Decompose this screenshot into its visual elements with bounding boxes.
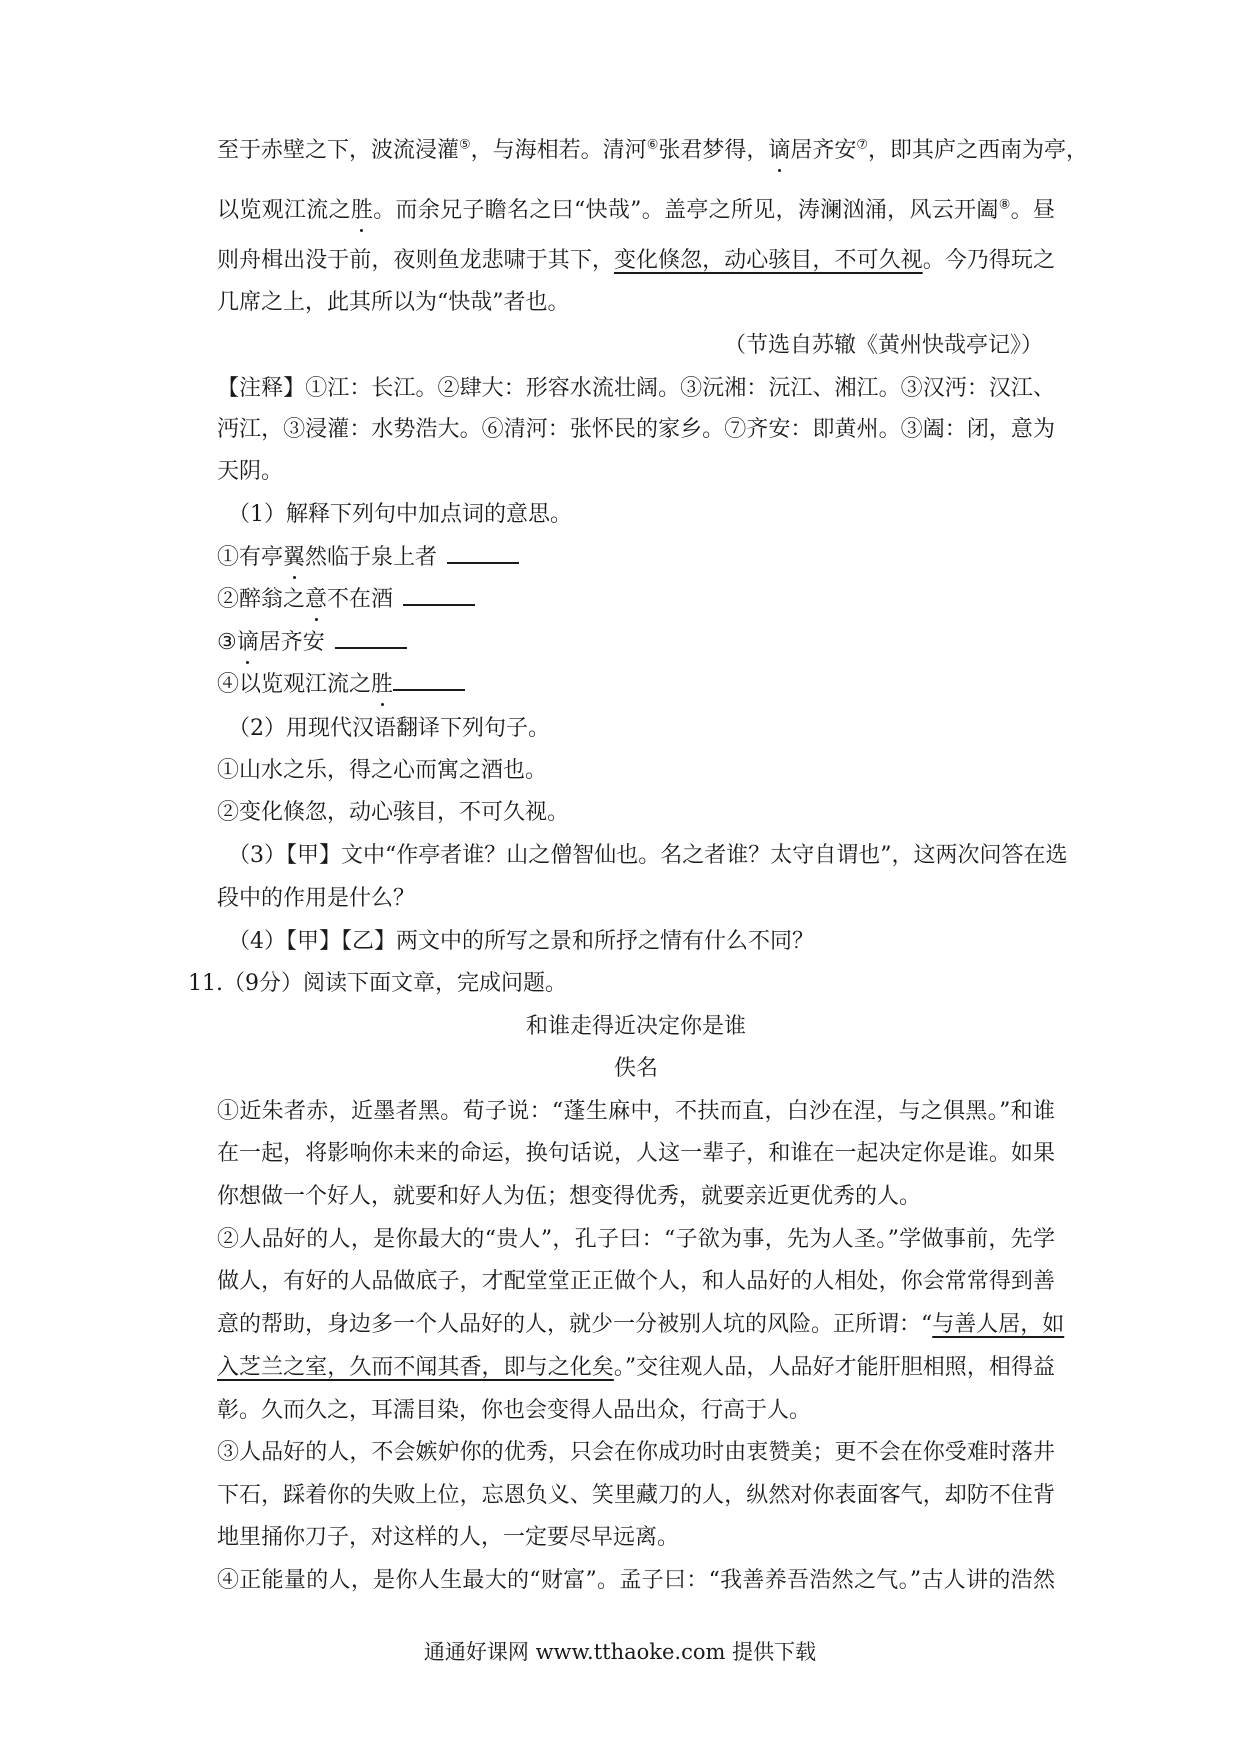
question-sub-1: （1）解释下列句中加点词的意思。	[228, 502, 572, 527]
paragraph-2-line: 做人，有好的人品做底子，才配堂堂正正做个人，和人品好的人相处，你会常常得到善	[217, 1269, 1055, 1294]
paragraph-2-line	[217, 1310, 1065, 1340]
text: 。昼	[1010, 198, 1055, 223]
paragraph-2-line: 彰。久而久之，耳濡目染，你也会变得人品出众，行高于人。	[217, 1398, 812, 1423]
translate-item-2: ②变化倏忽，动心骇目，不可久视。	[217, 800, 570, 825]
dotted-word: 胜	[371, 670, 393, 700]
text: 至于赤壁之下，波流浸灌	[217, 138, 460, 163]
paragraph-1-line: 在一起，将影响你未来的命运，换句话说，人这一辈子，和谁在一起决定你是谁。如果	[217, 1141, 1055, 1166]
paragraph-2-line	[217, 1353, 1055, 1383]
vocab-item-3	[217, 628, 1055, 658]
text: ，与海相若。清河	[470, 138, 647, 163]
question-sub-2: （2）用现代汉语翻译下列句子。	[228, 716, 550, 741]
text: 以览观江流之	[217, 198, 351, 223]
passage-line: 几席之上，此其所以为“快哉”者也。	[217, 290, 570, 315]
text: 意的帮助，身边多一个人品好的人，就少一分被别人坑的风险。正所谓：“	[217, 1312, 933, 1337]
underlined-sentence: 入芝兰之室，久而不闻其香，即与之化矣	[217, 1355, 614, 1380]
article-author: 佚名	[613, 1056, 658, 1081]
notes-line: 沔江，③浸灌：水势浩大。⑥清河：张怀民的家乡。⑦齐安：即黄州。③阖：闭，意为	[217, 417, 1055, 442]
footnote-mark: ⑤	[459, 137, 471, 153]
article-title: 和谁走得近决定你是谁	[525, 1014, 746, 1039]
underlined-sentence: 与善人居，如	[932, 1312, 1065, 1337]
vocab-item-4	[217, 670, 1055, 700]
footnote-mark: ⑥	[646, 137, 659, 153]
answer-blank[interactable]	[403, 586, 475, 606]
answer-blank[interactable]	[335, 629, 407, 649]
paragraph-2-line: ②人品好的人，是你最大的“贵人”，孔子曰：“子欲为事，先为人圣。”学做事前，先学	[217, 1227, 1055, 1252]
dotted-word: 谪	[768, 136, 790, 166]
text: ①有亭	[217, 545, 284, 570]
vocab-item-2	[217, 585, 1055, 615]
vocab-item-1	[217, 543, 1055, 573]
passage-source: （节选自苏辙《黄州快哉亭记》）	[723, 333, 1043, 358]
translate-item-1: ①山水之乐，得之心而寓之酒也。	[217, 758, 548, 783]
question-sub-3-cont: 段中的作用是什么？	[217, 886, 416, 911]
dotted-word: 胜	[351, 196, 373, 226]
text: ④以览观江流之	[217, 672, 372, 697]
notes-line: 天阴。	[217, 459, 284, 484]
question-sub-4: （4）【甲】【乙】两文中的所写之景和所抒之情有什么不同？	[228, 929, 814, 954]
dotted-word: 翼	[283, 543, 305, 573]
text: 然临于泉上者	[305, 545, 438, 570]
paragraph-1-line: ①近朱者赤，近墨者黑。荀子说：“蓬生麻中，不扶而直，白沙在涅，与之俱黑。”和谁	[217, 1099, 1055, 1124]
paragraph-4-line: ④正能量的人，是你人生最大的“财富”。孟子曰：“我善养吾浩然之气。”古人讲的浩然	[217, 1568, 1055, 1593]
text: 。”交往观人品，人品好才能肝胆相照，相得益	[613, 1355, 1055, 1380]
question-11-header: 11.（9分）阅读下面文章，完成问题。	[188, 971, 567, 996]
text: 则舟楫出没于前，夜则鱼龙悲啸于其下，	[217, 248, 614, 273]
page-footer: 通通好课网 www.tthaoke.com 提供下载	[423, 1640, 817, 1664]
text: 。今乃得玩之	[922, 248, 1055, 273]
footnote-mark: ⑦	[856, 137, 869, 153]
text: 不在酒	[327, 587, 394, 612]
passage-line	[217, 136, 1089, 166]
text: 张君梦得，	[658, 138, 769, 163]
underlined-sentence: 变化倏忽，动心骇目，不可久视	[613, 248, 923, 273]
text: ，即其庐之西南为亭，	[868, 138, 1089, 163]
footnote-mark: ⑧	[998, 197, 1011, 213]
text: 。而余兄子瞻名之曰“快哉”。盖亭之所见，涛澜汹涌，风云开阖	[372, 198, 999, 223]
dotted-word: 谪	[237, 628, 259, 658]
answer-blank[interactable]	[393, 671, 465, 691]
dotted-word: 意	[305, 585, 327, 615]
passage-line	[217, 196, 1055, 226]
paragraph-3-line: ③人品好的人，不会嫉妒你的优秀，只会在你成功时由衷赞美；更不会在你受难时落井	[217, 1440, 1055, 1465]
answer-blank[interactable]	[447, 544, 519, 564]
text: ③	[217, 630, 237, 655]
passage-line	[217, 246, 1055, 276]
question-sub-3: （3）【甲】文中“作亭者谁？山之僧智仙也。名之者谁？太守自谓也”，这两次问答在选	[228, 843, 1068, 868]
text: ②醉翁之	[217, 587, 306, 612]
paragraph-3-line: 地里捅你刀子，对这样的人，一定要尽早远离。	[217, 1525, 680, 1550]
text: 居齐安	[258, 630, 325, 655]
notes-line: 【注释】①江：长江。②肆大：形容水流壮阔。③沅湘：沅江、湘江。③汉沔：汉江、	[217, 376, 1055, 401]
paragraph-1-line: 你想做一个好人，就要和好人为伍；想变得优秀，就要亲近更优秀的人。	[217, 1184, 922, 1209]
paragraph-3-line: 下石，踩着你的失败上位，忘恩负义、笑里藏刀的人，纵然对你表面客气，却防不住背	[217, 1483, 1055, 1508]
text: 居齐安	[790, 138, 857, 163]
